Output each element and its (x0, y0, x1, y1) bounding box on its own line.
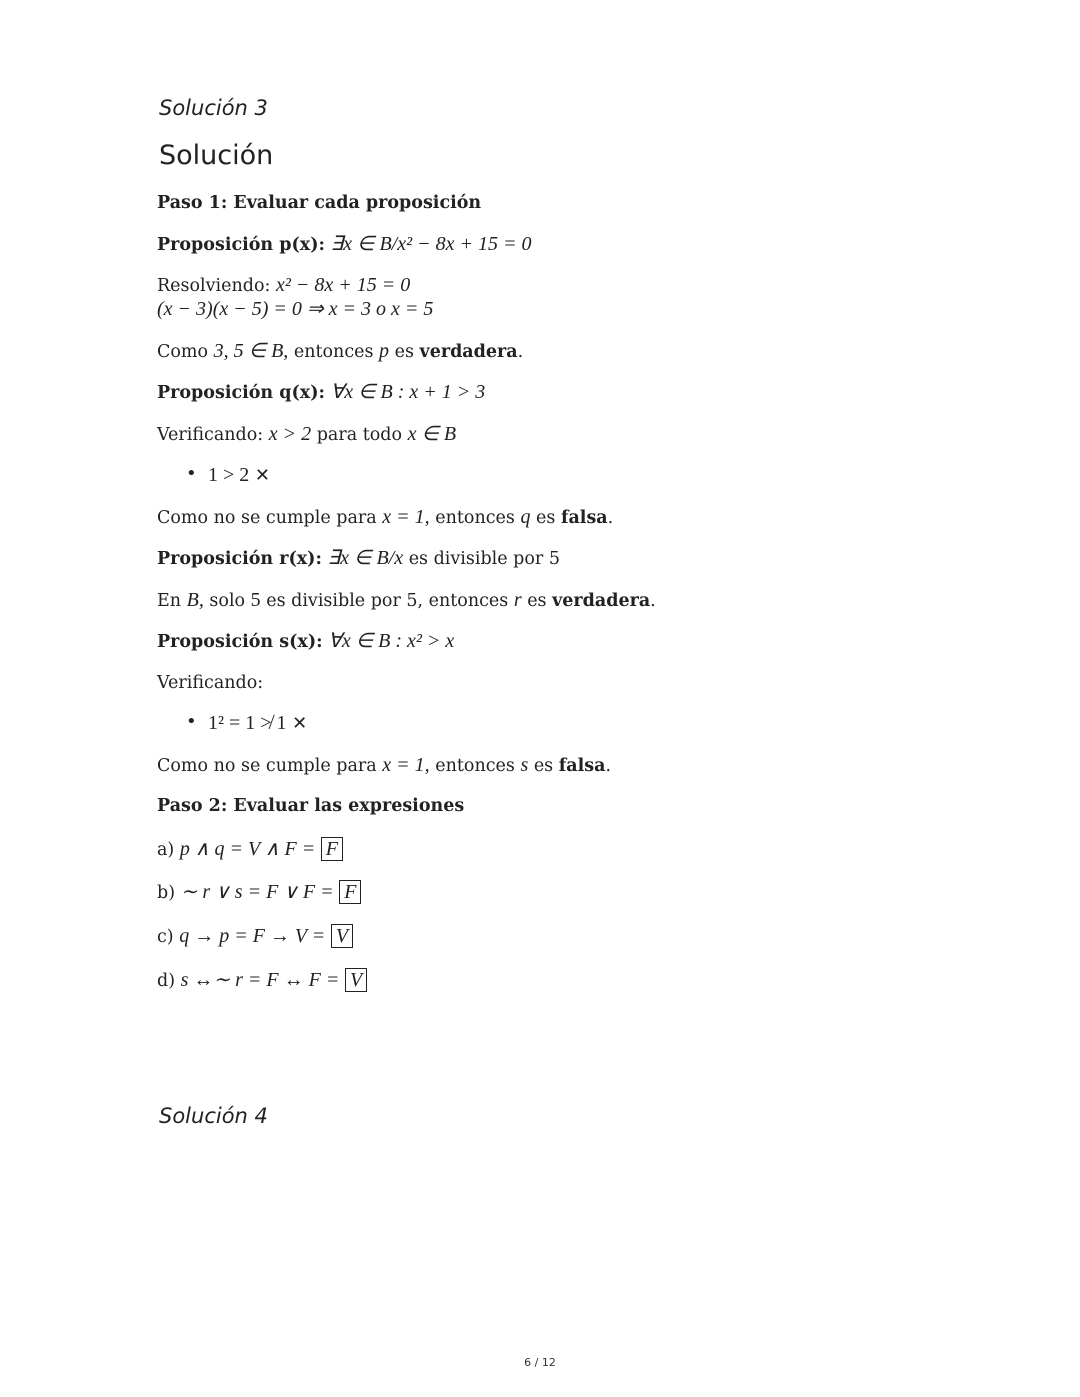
concl-text: es (527, 591, 547, 611)
concl-text: entonces (293, 342, 374, 362)
bullet-expr: 1² = 1 ≯ 1 (208, 712, 287, 734)
concl-text: es divisible por 5, entonces (266, 591, 509, 611)
concl-x: x = 1, (382, 506, 430, 528)
prop-p-label: Proposición p(x): (157, 235, 325, 255)
concl-value: verdadera (552, 591, 651, 611)
prop-r-line (157, 546, 560, 571)
prop-s-verify (157, 671, 263, 695)
period: . (650, 591, 656, 611)
period: . (605, 756, 612, 776)
expression-result-box: F (321, 837, 343, 861)
prop-s-line (157, 629, 454, 654)
expression-result-box: F (339, 880, 361, 904)
verify-expr: x ∈ B (407, 423, 457, 445)
prop-q-label: Proposición q(x): (157, 383, 325, 403)
concl-text: solo (209, 591, 246, 611)
solving-expr: x² − 8x + 15 = 0 (275, 274, 411, 296)
solution-heading: Solución (159, 140, 274, 171)
concl-var: r (513, 589, 522, 611)
concl-number: 5 (250, 589, 261, 611)
concl-text: entonces (435, 508, 515, 528)
prop-p-line (157, 232, 531, 257)
expression-label: c) (157, 927, 174, 947)
prop-s-expr: ∀x ∈ B : x² > x (328, 630, 455, 652)
concl-var: q (520, 506, 531, 528)
concl-text: es (536, 508, 556, 528)
expression-formula: q → p = F → V = (179, 925, 326, 947)
section-title-4: Solución 4 (159, 1104, 268, 1128)
concl-value: falsa (558, 756, 606, 776)
expression-formula: p ∧ q = V ∧ F = (179, 838, 316, 860)
verify-label: Verificando: (157, 673, 264, 693)
prop-q-bullet (208, 463, 270, 488)
period: . (517, 342, 524, 362)
expression-result-box: V (331, 924, 353, 948)
prop-p-conclusion (157, 339, 523, 364)
cross-icon: ✕ (254, 465, 270, 486)
concl-x: x = 1, (382, 754, 430, 776)
expression-c (157, 924, 353, 949)
concl-text: es (394, 342, 414, 362)
expression-d (157, 968, 367, 993)
bullet-expr: 1 > 2 (208, 464, 250, 486)
bullet-dot: • (186, 463, 197, 484)
prop-s-bullet (208, 711, 307, 736)
bullet-dot: • (186, 711, 197, 732)
expression-a (157, 837, 343, 862)
prop-r-label: Proposición r(x): (157, 549, 322, 569)
concl-text: es (533, 756, 554, 776)
concl-var: p (379, 340, 390, 362)
prop-p-expr: ∃x ∈ B/x² − 8x + 15 = 0 (330, 233, 532, 255)
concl-text: En (157, 591, 182, 611)
prop-s-label: Proposición s(x): (157, 632, 323, 652)
prop-r-expr: ∃x ∈ B/x (327, 547, 404, 569)
expression-formula: ∼ r ∨ s = F ∨ F = (180, 881, 334, 903)
concl-var: s (520, 754, 529, 776)
prop-r-conclusion (157, 588, 656, 613)
expression-result-box: V (345, 968, 367, 992)
concl-value: falsa (560, 508, 608, 528)
period: . (607, 508, 614, 528)
solving-label: Resolviendo: (157, 276, 271, 296)
concl-text: entonces (435, 756, 515, 776)
verify-label: Verificando: (157, 425, 264, 445)
concl-set: B, (186, 589, 204, 611)
prop-p-factor (157, 297, 433, 322)
prop-s-conclusion (157, 753, 611, 778)
concl-value: verdadera (419, 342, 518, 362)
concl-text: Como no se cumple para (157, 756, 377, 776)
prop-q-verify (157, 422, 456, 447)
prop-r-tail: es divisible por 5 (408, 549, 560, 569)
step1-heading: Paso 1: Evaluar cada proposición (157, 193, 482, 213)
expression-label: b) (157, 883, 176, 903)
concl-text: Como (157, 342, 209, 362)
cross-icon: ✕ (292, 713, 308, 734)
prop-q-conclusion (157, 505, 613, 530)
step2-heading: Paso 2: Evaluar las expresiones (157, 796, 465, 816)
verify-text: para todo (316, 425, 403, 445)
expression-b (157, 880, 361, 905)
expression-label: d) (157, 971, 176, 991)
expression-label: a) (157, 840, 175, 860)
section-title-3: Solución 3 (159, 96, 268, 120)
prop-q-expr: ∀x ∈ B : x + 1 > 3 (330, 381, 486, 403)
prop-q-line (157, 380, 485, 405)
verify-expr: x > 2 (268, 423, 312, 445)
concl-text: Como no se cumple para (157, 508, 377, 528)
page-number: 6 / 12 (524, 1356, 556, 1369)
factor-expr: (x − 3)(x − 5) = 0 ⇒ x = 3 o x = 5 (157, 298, 434, 320)
prop-p-solving (157, 273, 410, 298)
concl-set: 3, 5 ∈ B, (213, 340, 289, 362)
expression-formula: s ↔∼ r = F ↔ F = (180, 969, 340, 991)
